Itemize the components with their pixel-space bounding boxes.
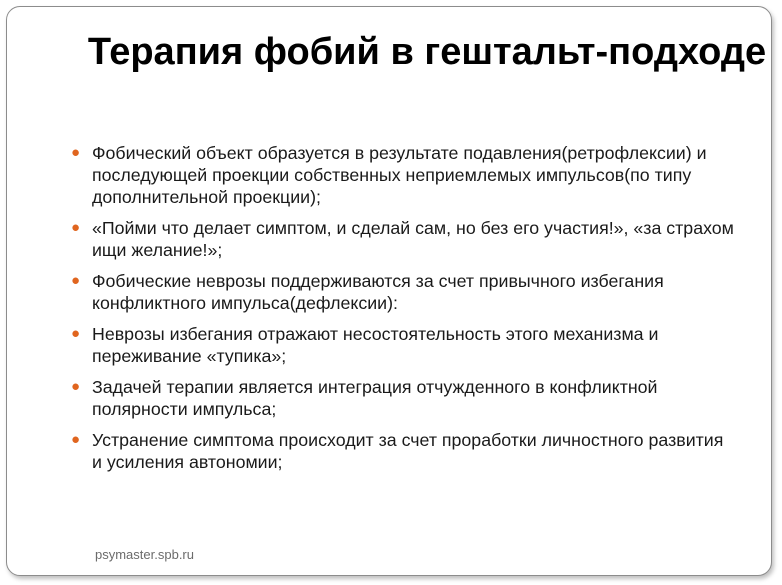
bullet-dot-icon: ● <box>71 219 81 236</box>
bullet-dot-icon: ● <box>71 144 81 161</box>
bullet-text: Задачей терапии является интеграция отчужденного в конфликтной полярности импульса; <box>92 377 658 419</box>
bullet-item <box>67 323 737 367</box>
footer-source: psymaster.spb.ru <box>95 547 194 562</box>
bullet-item <box>67 376 737 420</box>
bullet-text: Неврозы избегания отражают несостоятельность этого механизма и переживание «тупика»; <box>92 324 659 366</box>
bullet-text: Устранение симптома происходит за счет проработки личностного развития и усиления автономии; <box>92 430 724 472</box>
bullet-text: Фобические неврозы поддерживаются за счет привычного избегания конфликтного импульса(дефлексии): <box>92 271 664 313</box>
bullet-dot-icon: ● <box>71 272 81 289</box>
bullet-item <box>67 429 737 473</box>
bullet-dot-icon: ● <box>71 431 81 448</box>
bullet-text: «Пойми что делает симптом, и сделай сам, но без его участия!», «за страхом ищи желание!»; <box>92 218 734 260</box>
slide-frame <box>6 6 772 576</box>
bullet-dot-icon: ● <box>71 325 81 342</box>
bullet-text: Фобический объект образуется в результате подавления(ретрофлексии) и последующей проекции собственных неприемлемых импульсов(по типу дополнительной проекции); <box>92 143 707 207</box>
bullet-dot-icon: ● <box>71 378 81 395</box>
bullet-list <box>67 142 737 482</box>
slide-title: Терапия фобий в гештальт-подходе <box>87 31 767 73</box>
bullet-item <box>67 270 737 314</box>
bullet-item <box>67 142 737 208</box>
bullet-item <box>67 217 737 261</box>
